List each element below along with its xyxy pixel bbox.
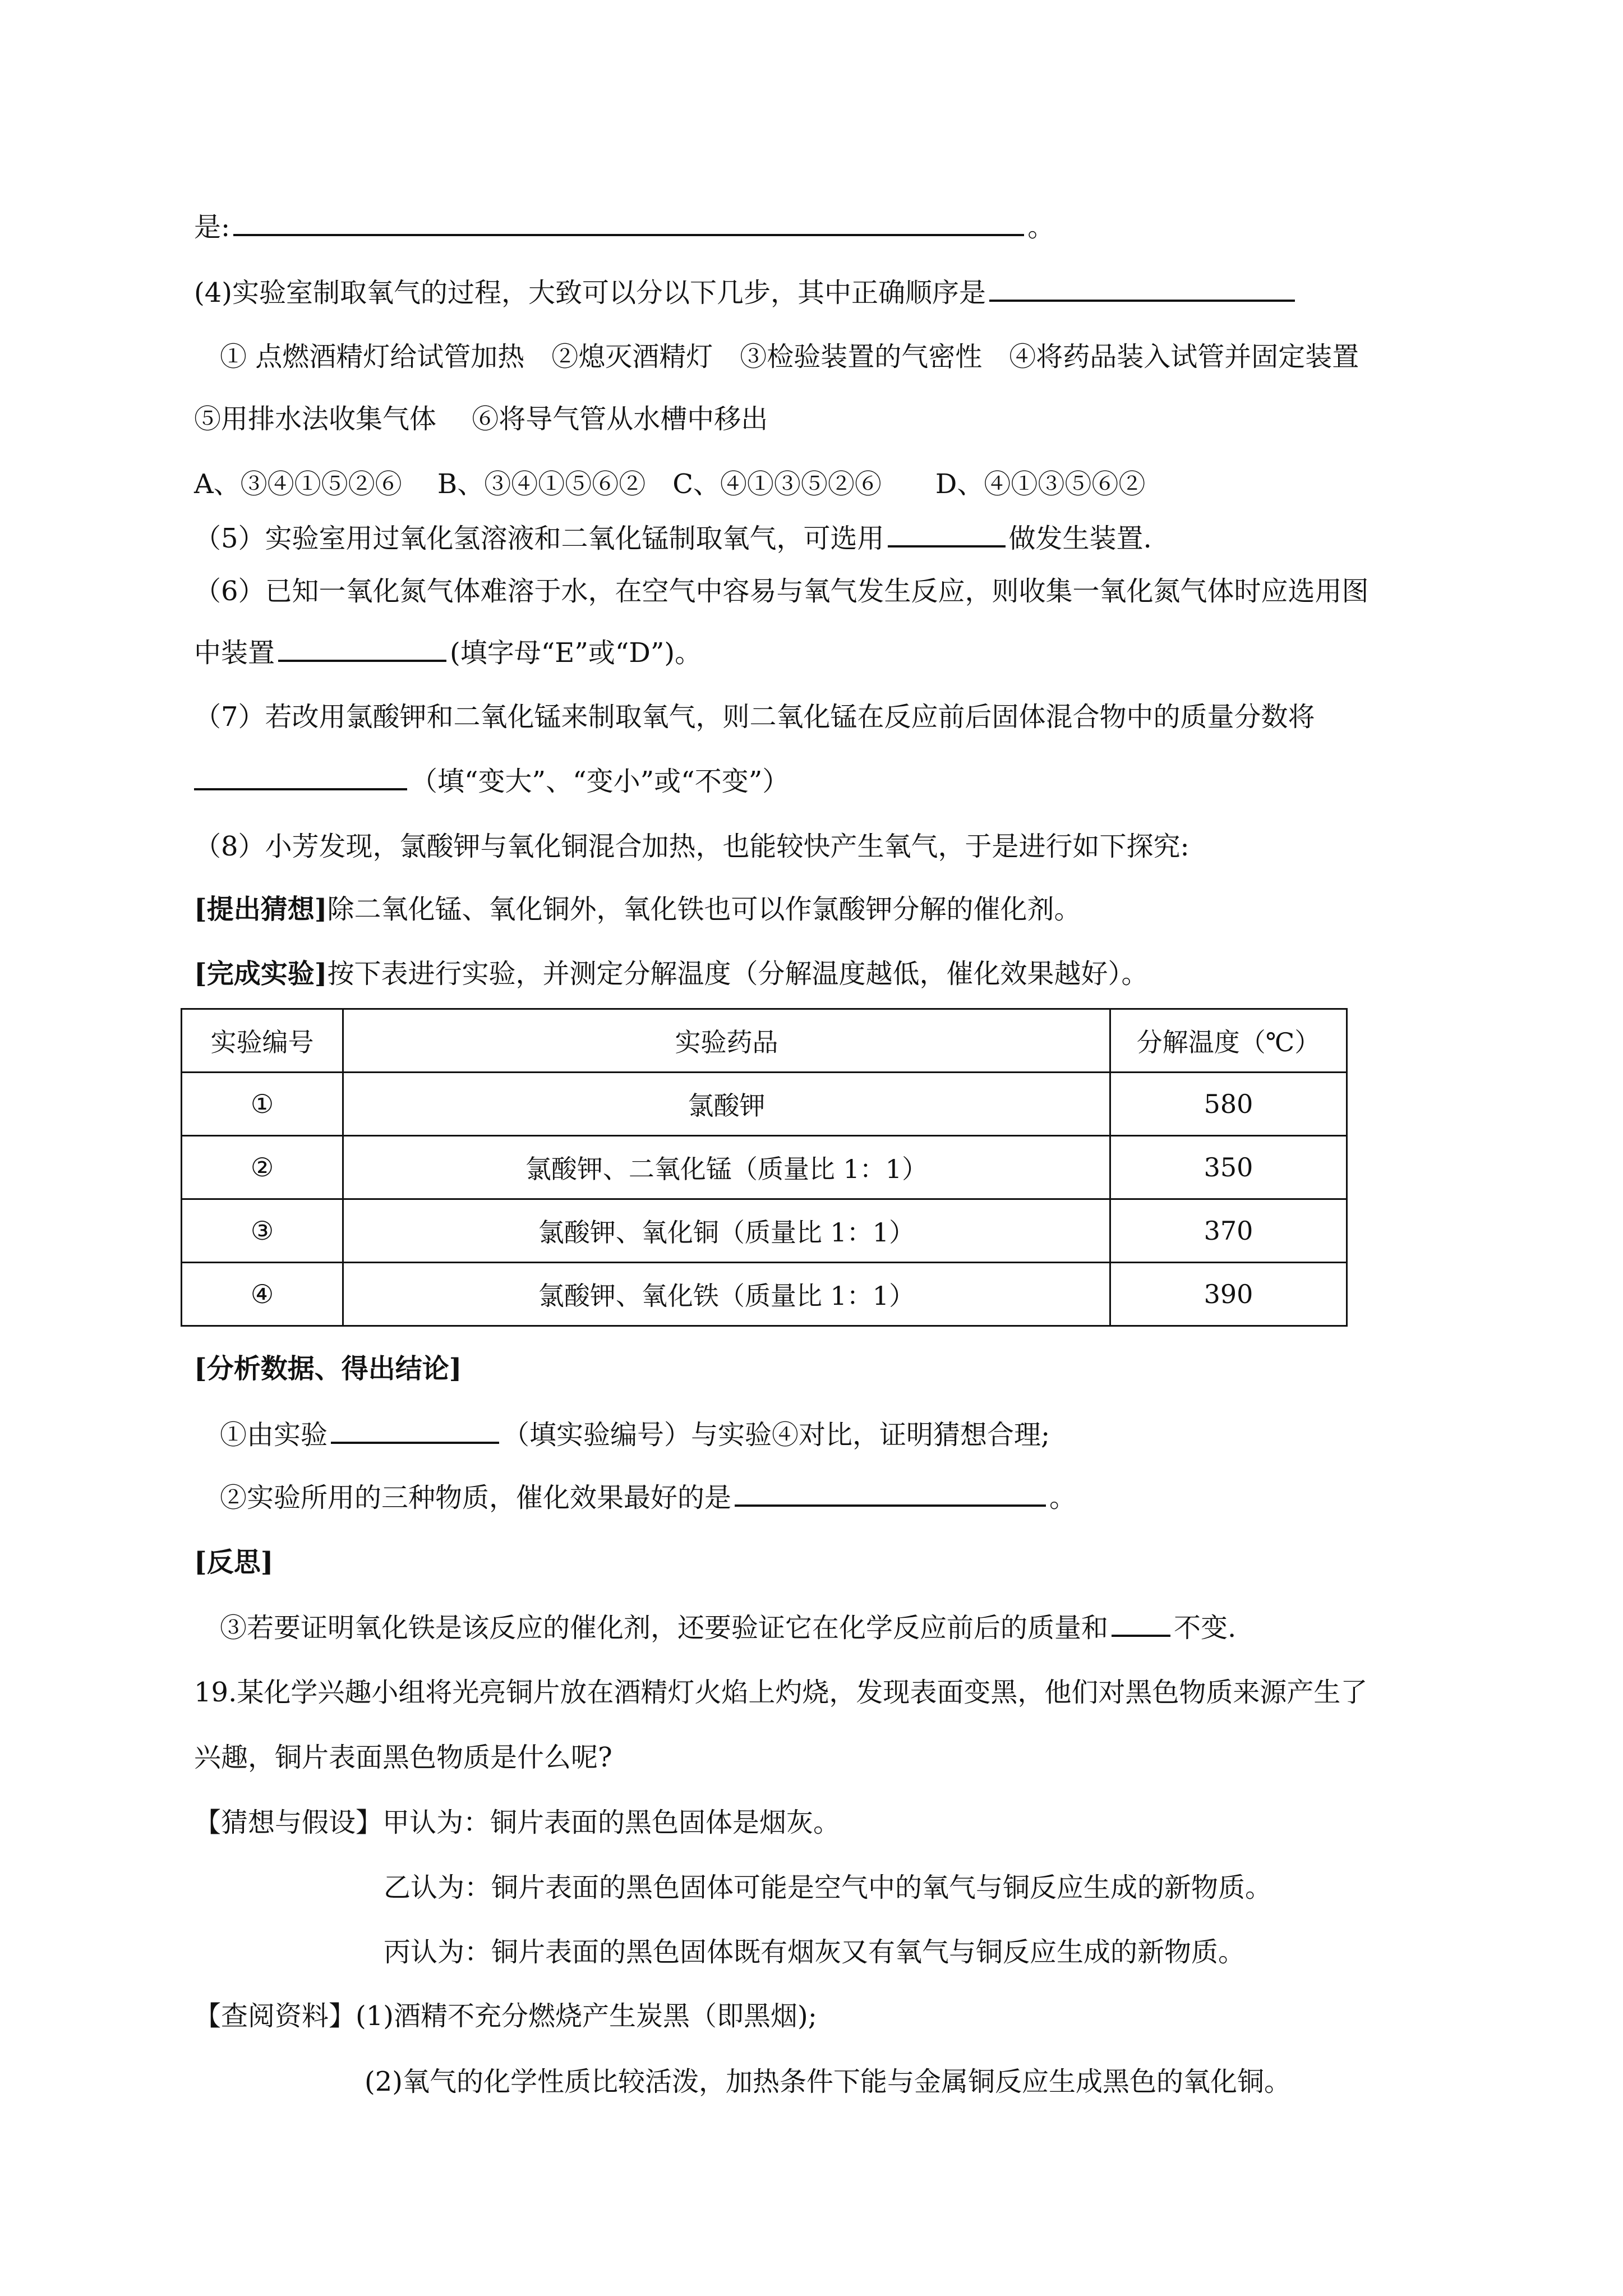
part7-text-b: （填“变大”、“变小”或“不变”）	[411, 766, 790, 797]
analysis-2-answer-blank[interactable]	[735, 1480, 1046, 1507]
reflection-text-a: ③若要证明氧化铁是该反应的催化剂，还要验证它在化学反应前后的质量和	[220, 1612, 1109, 1644]
table-header-cell: 分解温度（℃）	[1110, 1009, 1347, 1073]
table-cell-id: ①	[182, 1073, 343, 1136]
table-cell-reagent: 氯酸钾、二氧化锰（质量比 1：1）	[343, 1136, 1110, 1199]
experiment-table	[181, 1008, 1348, 1327]
q19-stem-line1: 19.某化学兴趣小组将光亮铜片放在酒精灯火焰上灼烧，发现表面变黑，他们对黑色物质来源产生了	[194, 1677, 1368, 1708]
table-row	[182, 1263, 1347, 1326]
line1-prefix: 是:	[194, 211, 230, 243]
table-header-cell: 实验编号	[182, 1009, 343, 1073]
experiment-text: 按下表进行实验，并测定分解温度（分解温度越低，催化效果越好）。	[327, 958, 1149, 990]
part5-text-b: 做发生装置.	[1008, 523, 1152, 554]
guess-line-a	[194, 1805, 840, 1840]
table-row	[182, 1073, 1347, 1136]
ref-label: 【查阅资料】	[194, 2000, 356, 2032]
reflection-text-b: 不变.	[1174, 1612, 1237, 1644]
guess-line-c: 丙认为：铜片表面的黑色固体既有烟灰又有氧气与铜反应生成的新物质。	[384, 1936, 1246, 1968]
part6-text-a: 中装置	[194, 637, 275, 669]
part4-options: A、③④①⑤②⑥ B、③④①⑤⑥② C、④①③⑤②⑥ D、④①③⑤⑥②	[194, 468, 1146, 500]
reflection-label: [反思]	[194, 1547, 274, 1578]
analysis-1-text-a: ①由实验	[220, 1419, 328, 1451]
part4-answer-blank[interactable]	[989, 275, 1295, 302]
part7-line2	[194, 763, 789, 798]
part5-answer-blank[interactable]	[888, 521, 1006, 547]
q19-stem-line2: 兴趣，铜片表面黑色物质是什么呢?	[194, 1742, 612, 1773]
answer-line-1	[194, 209, 1054, 244]
part4-steps-a: ① 点燃酒精灯给试管加热 ②熄灭酒精灯 ③检验装置的气密性 ④将药品装入试管并固定装置	[220, 341, 1359, 372]
part5-text-a: （5）实验室用过氧化氢溶液和二氧化锰制取氧气，可选用	[194, 523, 884, 554]
part6-answer-blank[interactable]	[278, 635, 446, 662]
hypothesis-label: [提出猜想]	[194, 894, 328, 925]
table-cell-temp: 390	[1110, 1263, 1347, 1326]
table-header-row	[182, 1009, 1347, 1073]
part6-line1: （6）已知一氧化氮气体难溶于水，在空气中容易与氧气发生反应，则收集一氧化氮气体时应选用图	[194, 576, 1369, 607]
table-cell-reagent: 氯酸钾	[343, 1073, 1110, 1136]
analysis-2-text-a: ②实验所用的三种物质，催化效果最好的是	[220, 1482, 732, 1513]
part7-answer-blank[interactable]	[194, 763, 407, 790]
table-cell-temp: 370	[1110, 1199, 1347, 1263]
analysis-line-2	[220, 1480, 1076, 1515]
experiment-label: [完成实验]	[194, 958, 328, 990]
hypothesis-text: 除二氧化锰、氧化铜外，氧化铁也可以作氯酸钾分解的催化剂。	[327, 894, 1081, 925]
part5-line	[194, 521, 1152, 555]
analysis-1-text-b: （填实验编号）与实验④对比，证明猜想合理;	[502, 1419, 1050, 1451]
hypothesis-line	[194, 892, 1081, 927]
guess-line-b: 乙认为：铜片表面的黑色固体可能是空气中的氧气与铜反应生成的新物质。	[384, 1872, 1272, 1903]
experiment-line	[194, 956, 1148, 991]
table-header-cell: 实验药品	[343, 1009, 1110, 1073]
line1-suffix: 。	[1027, 211, 1055, 243]
table-cell-temp: 580	[1110, 1073, 1347, 1136]
reflection-answer-blank[interactable]	[1112, 1610, 1170, 1637]
table-row	[182, 1199, 1347, 1263]
part8-line1: （8）小芳发现，氯酸钾与氧化铜混合加热，也能较快产生氧气，于是进行如下探究:	[194, 831, 1189, 862]
answer-blank[interactable]	[233, 209, 1024, 236]
ref-line-2: (2)氧气的化学性质比较活泼，加热条件下能与金属铜反应生成黑色的氧化铜。	[365, 2066, 1291, 2097]
analysis-2-text-b: 。	[1049, 1482, 1077, 1513]
analysis-line-1	[220, 1417, 1050, 1452]
guess-a-text: 甲认为：铜片表面的黑色固体是烟灰。	[382, 1807, 841, 1838]
table-cell-id: ③	[182, 1199, 343, 1263]
part4-prompt	[194, 275, 1298, 310]
guess-label: 【猜想与假设】	[194, 1807, 383, 1838]
part7-line1: （7）若改用氯酸钾和二氧化锰来制取氧气，则二氧化锰在反应前后固体混合物中的质量分数将	[194, 701, 1315, 733]
analysis-1-answer-blank[interactable]	[331, 1417, 499, 1444]
analysis-label: [分析数据、得出结论]	[194, 1353, 462, 1384]
ref-line-1	[194, 1999, 817, 2033]
table-cell-reagent: 氯酸钾、氧化铜（质量比 1：1）	[343, 1199, 1110, 1263]
ref-1-text: (1)酒精不充分燃烧产生炭黑（即黑烟);	[356, 2000, 817, 2032]
part6-text-b: (填字母“E”或“D”)。	[450, 637, 702, 669]
part6-line2	[194, 635, 702, 670]
part4-steps-b: ⑤用排水法收集气体 ⑥将导气管从水槽中移出	[194, 403, 768, 435]
table-cell-temp: 350	[1110, 1136, 1347, 1199]
table-cell-id: ④	[182, 1263, 343, 1326]
reflection-line	[220, 1610, 1236, 1645]
table-cell-id: ②	[182, 1136, 343, 1199]
part4-prompt-text: (4)实验室制取氧气的过程，大致可以分以下几步，其中正确顺序是	[194, 277, 986, 309]
table-cell-reagent: 氯酸钾、氧化铁（质量比 1：1）	[343, 1263, 1110, 1326]
table-row	[182, 1136, 1347, 1199]
